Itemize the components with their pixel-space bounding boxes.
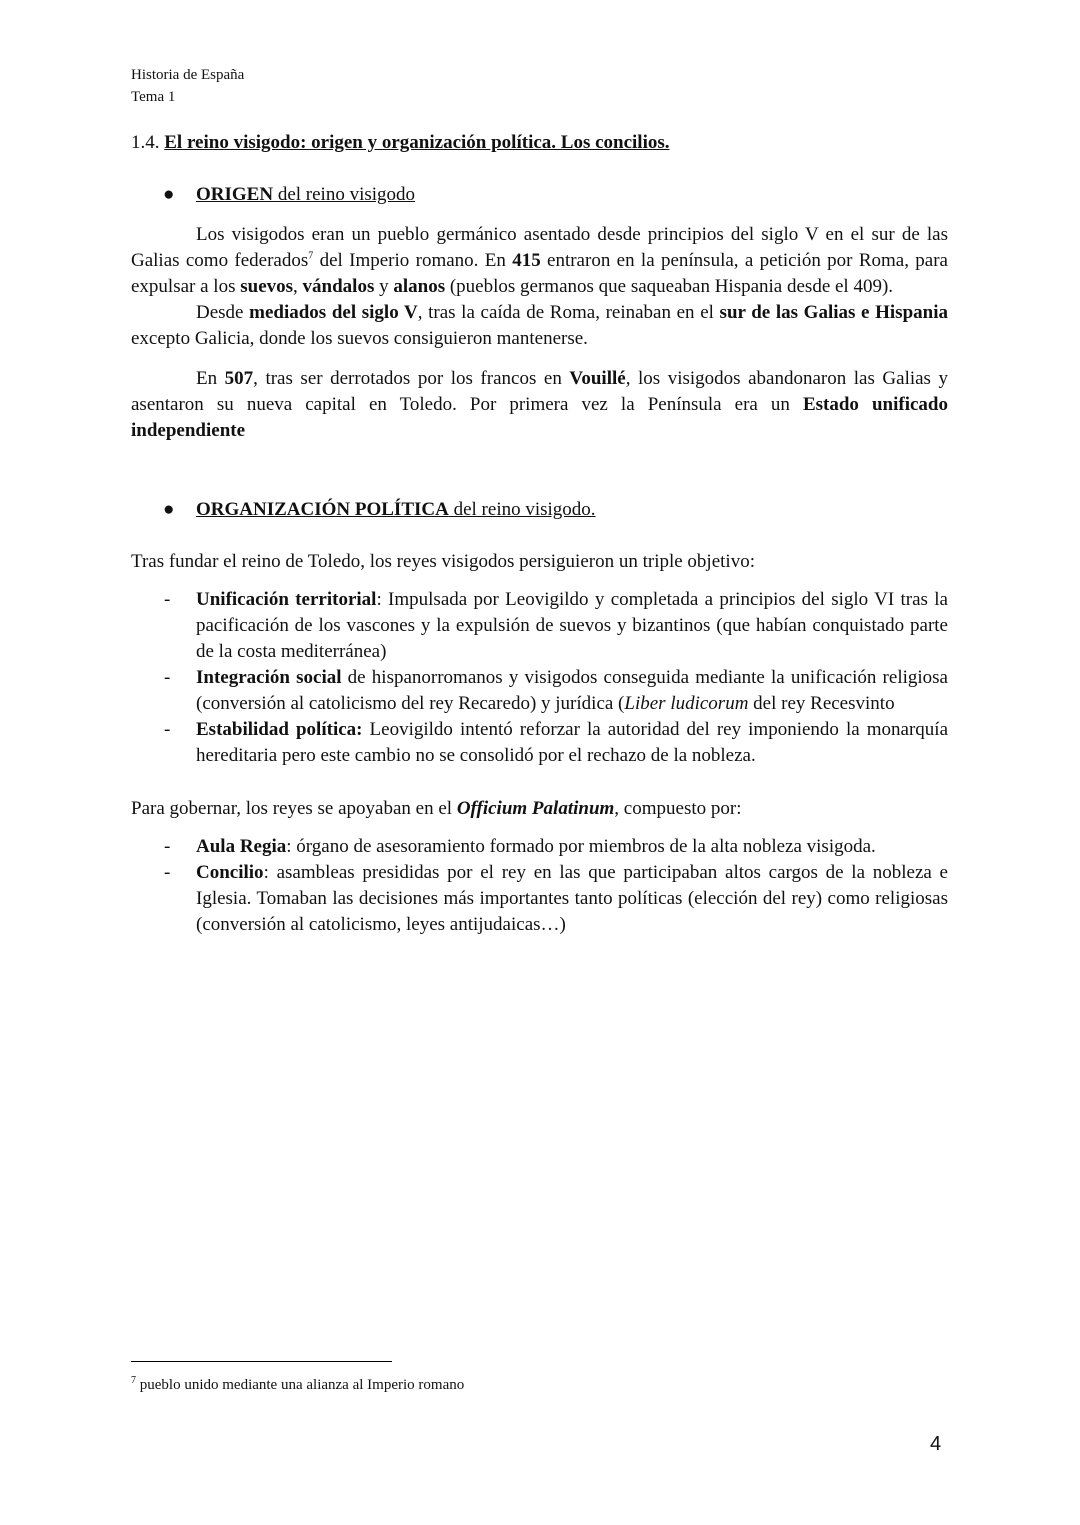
emphasis-text: Integración social (196, 667, 342, 688)
emphasis-text: Aula Regia (196, 836, 287, 857)
footnote-mark: 7 (131, 1375, 136, 1386)
text-segment: entraron en la península, a petición por Roma, para expulsar a los (131, 250, 948, 297)
text-segment: del rey Recesvinto (748, 693, 895, 714)
dash-bullet-icon: - (164, 862, 171, 883)
footnote-text: pueblo unido mediante una alianza al Imperio romano (136, 1377, 465, 1393)
dash-bullet-icon: - (164, 667, 171, 688)
origin-heading-text (196, 182, 415, 208)
emphasis-text: Unificación territorial (196, 589, 377, 610)
text-segment: En (196, 368, 225, 389)
text-segment: del reino visigodo. (448, 499, 596, 520)
text-segment: , tras la caída de Roma, reinaban en el (417, 302, 720, 323)
text-segment: del Imperio romano. En (313, 250, 513, 271)
organization-intro (131, 549, 948, 575)
objective-item (131, 665, 948, 717)
text-segment: de hispanorromanos y visigodos conseguida mediante la unificación religiosa (conversión al catolicismo del rey Recaredo) y jurídica ( (196, 667, 948, 714)
text-segment: , compuesto por: (614, 798, 742, 819)
emphasis-text: ORGANIZACIÓN POLÍTICA (196, 499, 449, 520)
body-item (131, 834, 948, 860)
dash-bullet-icon: - (164, 719, 171, 740)
emphasis-text: Officium Palatinum (456, 798, 615, 819)
list-item-text (196, 862, 948, 935)
text-segment: excepto Galicia, donde los suevos consiguieron mantenerse. (131, 328, 588, 349)
emphasis-text: Vouillé (569, 368, 626, 389)
objective-item (131, 587, 948, 665)
section-title (131, 130, 948, 156)
dash-bullet-icon: - (164, 836, 171, 857)
text-segment: Desde (196, 302, 250, 323)
text-segment: y (374, 276, 394, 297)
bullet-icon: ● (163, 184, 175, 205)
emphasis-text: mediados del siglo V (249, 302, 418, 323)
objectives-list (131, 587, 948, 769)
body-item (131, 860, 948, 938)
text-segment: : Impulsada por Leovigildo y completada a principios del siglo VI tras la pacificación de los vascones y la expulsión de suevos y bizantinos (que habían conquistado parte de la costa mediterránea) (196, 589, 948, 662)
emphasis-text: vándalos (302, 276, 375, 297)
organization-heading-text (196, 497, 596, 523)
emphasis-text: sur de las Galias e Hispania (719, 302, 948, 323)
footnote (131, 1375, 464, 1395)
section-title-text: El reino visigodo: origen y organización política. Los concilios. (164, 132, 670, 153)
origin-paragraph-3 (131, 366, 948, 444)
text-segment: : órgano de asesoramiento formado por miembros de la alta nobleza visigoda. (286, 836, 876, 857)
text-segment: , tras ser derrotados por los francos en (253, 368, 570, 389)
text-segment: Tras fundar el reino de Toledo, los reyes visigodos persiguieron un triple objetivo: (131, 551, 755, 572)
list-item-text (196, 589, 948, 662)
emphasis-text: Concilio (196, 862, 264, 883)
text-segment: Leovigildo intentó reforzar la autoridad del rey imponiendo la monarquía hereditaria pero este cambio no se consolidó por el rechazo de la nobleza. (196, 719, 949, 766)
list-item-text (196, 667, 948, 714)
emphasis-text: alanos (393, 276, 446, 297)
text-segment: (pueblos germanos que saqueaban Hispania desde el 409). (445, 276, 894, 297)
text-segment: , los visigodos abandonaron las Galias y asentaron su nueva capital en Toledo. Por primera vez la Península era un (131, 368, 948, 415)
emphasis-text: 415 (512, 250, 541, 271)
bullet-icon: ● (163, 499, 175, 520)
emphasis-text: suevos (240, 276, 294, 297)
footnote-ref: 7 (308, 250, 314, 262)
origin-paragraph-1 (131, 222, 948, 300)
dash-bullet-icon: - (164, 589, 171, 610)
objective-item (131, 717, 948, 769)
emphasis-text: Estado unificado independiente (131, 394, 948, 441)
list-item-text (196, 836, 876, 857)
section-number: 1.4. (131, 132, 165, 153)
organization-section (131, 549, 948, 938)
origin-paragraph-2 (131, 300, 948, 352)
list-item-text (196, 719, 948, 766)
emphasis-text: Estabilidad política: (196, 719, 363, 740)
origin-section (131, 222, 948, 444)
govern-intro (131, 796, 948, 822)
text-segment: Para gobernar, los reyes se apoyaban en el (131, 798, 457, 819)
text-segment: : asambleas presididas por el rey en las que participaban altos cargos de la nobleza e Iglesia. Tomaban las decisiones más importantes tanto políticas (elección del rey) como religiosas (conversión al catolicismo, leyes antijudaicas…) (196, 862, 948, 935)
header-subject: Historia de España (131, 67, 245, 83)
text-segment: del reino visigodo (273, 184, 416, 205)
emphasis-text: Liber ludicorum (624, 693, 749, 714)
footnote-separator (131, 1361, 392, 1362)
page-number: 4 (930, 1433, 942, 1455)
bodies-list (131, 834, 948, 938)
emphasis-text: ORIGEN (196, 184, 274, 205)
text-segment: , (293, 276, 303, 297)
text-segment: Los visigodos eran un pueblo germánico asentado desde principios del siglo V en el sur de las Galias como federados (131, 224, 948, 271)
header-unit: Tema 1 (131, 89, 176, 105)
emphasis-text: 507 (224, 368, 254, 389)
